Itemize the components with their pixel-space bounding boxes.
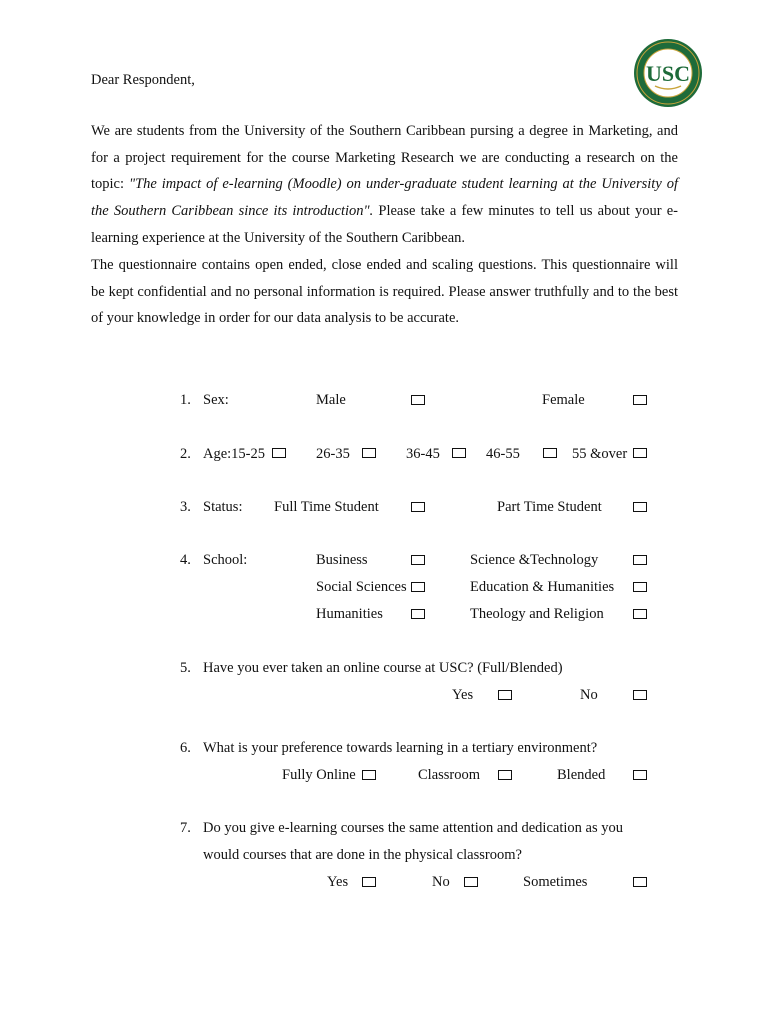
q2-label: Age:15-25 (203, 446, 266, 462)
q4-option-education-humanities: Education & Humanities (470, 579, 615, 595)
q4-label: School: (203, 552, 248, 568)
q3-full-time-checkbox[interactable] (411, 502, 425, 512)
q4-theology-religion-checkbox[interactable] (633, 609, 647, 619)
q1-label: Sex: (203, 392, 229, 408)
greeting: Dear Respondent, (91, 72, 195, 88)
intro-text-b: Please take a few minutes to tell us about your e-learning experience at the University of the Southern Caribbean. (91, 203, 678, 246)
q2-55-over-checkbox[interactable] (633, 448, 647, 458)
q7-option-no: No (432, 874, 450, 890)
q2-number: 2. (180, 446, 191, 462)
q7-label-line-2: would courses that are done in the physical classroom? (203, 847, 522, 863)
q2-46-55-checkbox[interactable] (543, 448, 557, 458)
q4-option-science-technology: Science &Technology (470, 552, 599, 568)
q1-male-checkbox[interactable] (411, 395, 425, 405)
q3-part-time-checkbox[interactable] (633, 502, 647, 512)
q7-option-yes: Yes (327, 874, 349, 890)
q4-number: 4. (180, 552, 191, 568)
q2-36-45-checkbox[interactable] (452, 448, 466, 458)
q6-label: What is your preference towards learning in a tertiary environment? (203, 740, 598, 756)
q7-no-checkbox[interactable] (464, 877, 478, 887)
q6-blended-checkbox[interactable] (633, 770, 647, 780)
q1-female-checkbox[interactable] (633, 395, 647, 405)
q1-option-female: Female (542, 392, 585, 408)
usc-logo (633, 38, 703, 108)
q2-15-25-checkbox[interactable] (272, 448, 286, 458)
q6-option-blended: Blended (557, 767, 606, 783)
intro-paragraph-2: The questionnaire contains open ended, close ended and scaling questions. This questionnaire will be kept confidential and no personal information is required. Please answer truthfully and to the best of your knowledge in order for our data analysis to be accurate. (91, 257, 678, 327)
q2-option-46-55: 46-55 (486, 446, 520, 462)
q3-option-part-time: Part Time Student (497, 499, 602, 515)
q3-label: Status: (203, 499, 243, 515)
q7-sometimes-checkbox[interactable] (633, 877, 647, 887)
q5-number: 5. (180, 660, 191, 676)
logo-text: USC (645, 61, 691, 86)
q6-classroom-checkbox[interactable] (498, 770, 512, 780)
q5-option-no: No (580, 687, 598, 703)
q7-label-line-1: Do you give e-learning courses the same attention and dedication as you (203, 820, 623, 836)
q4-science-technology-checkbox[interactable] (633, 555, 647, 565)
q7-option-sometimes: Sometimes (523, 874, 588, 890)
intro-text-a: We are students from the University of the Southern Caribbean pursing a degree in Marketing, and for a project requirement for the course Marketing Research we are conducting a research on the topic: (91, 123, 678, 193)
q4-option-theology-religion: Theology and Religion (470, 606, 604, 622)
q3-number: 3. (180, 499, 191, 515)
q1-number: 1. (180, 392, 191, 408)
q7-number: 7. (180, 820, 191, 836)
q6-number: 6. (180, 740, 191, 756)
q4-option-humanities: Humanities (316, 606, 383, 622)
q5-option-yes: Yes (452, 687, 474, 703)
intro-paragraph-1 (91, 118, 678, 252)
q3-option-full-time: Full Time Student (274, 499, 379, 515)
q5-label: Have you ever taken an online course at USC? (Full/Blended) (203, 660, 563, 676)
q4-social-sciences-checkbox[interactable] (411, 582, 425, 592)
q4-option-social-sciences: Social Sciences (316, 579, 407, 595)
q2-26-35-checkbox[interactable] (362, 448, 376, 458)
q6-option-fully-online: Fully Online (282, 767, 356, 783)
intro-topic: "The impact of e-learning (Moodle) on under-graduate student learning at the University of the Southern Caribbean since its introduction". (91, 176, 678, 220)
q4-option-business: Business (316, 552, 368, 568)
q2-option-26-35: 26-35 (316, 446, 350, 462)
q5-yes-checkbox[interactable] (498, 690, 512, 700)
q4-humanities-checkbox[interactable] (411, 609, 425, 619)
q1-option-male: Male (316, 392, 346, 408)
q6-option-classroom: Classroom (418, 767, 481, 783)
q2-option-55-over: 55 &over (572, 446, 628, 462)
q4-business-checkbox[interactable] (411, 555, 425, 565)
q5-no-checkbox[interactable] (633, 690, 647, 700)
q2-option-36-45: 36-45 (406, 446, 440, 462)
q6-fully-online-checkbox[interactable] (362, 770, 376, 780)
q4-education-humanities-checkbox[interactable] (633, 582, 647, 592)
q7-yes-checkbox[interactable] (362, 877, 376, 887)
